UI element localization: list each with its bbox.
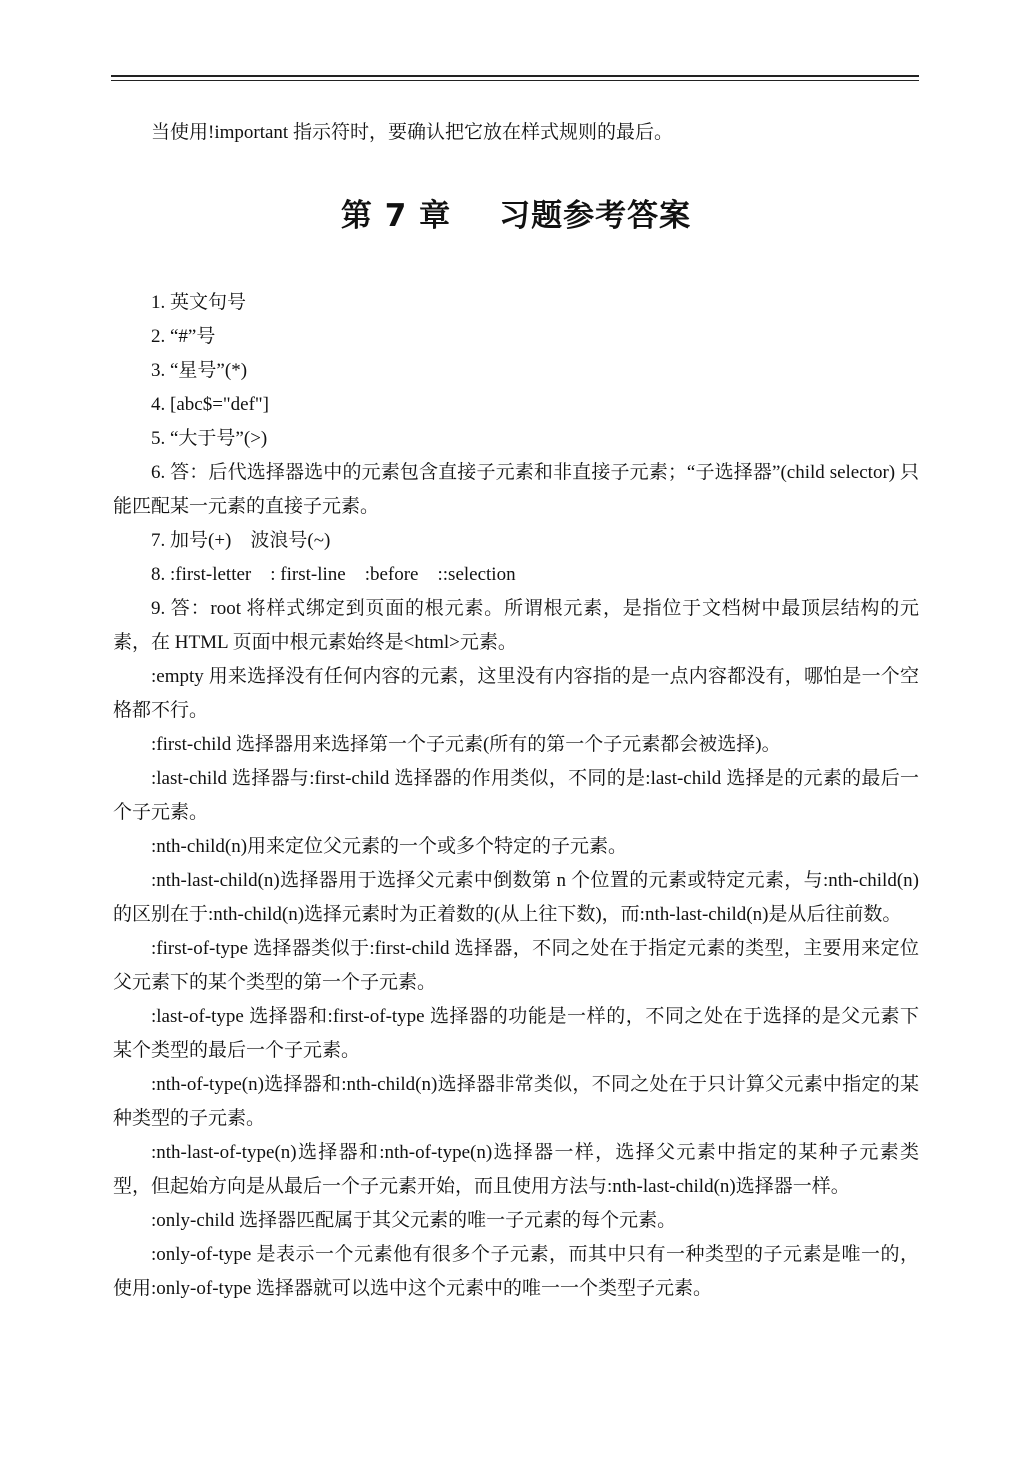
chapter-heading bbox=[113, 196, 919, 236]
note-paragraph: :only-child 选择器匹配属于其父元素的唯一子元素的每个元素。 bbox=[151, 1210, 677, 1231]
note-paragraph: :first-of-type 选择器类似于:first-child 选择器，不同之处在于指定元素的类型，主要用来定位父元素下的某个类型的第一个子元素。 bbox=[113, 938, 919, 993]
note-paragraph: :nth-of-type(n)选择器和:nth-child(n)选择器非常类似，不同之处在于只计算父元素中指定的某种类型的子元素。 bbox=[113, 1074, 919, 1129]
note-paragraph: :only-of-type 是表示一个元素他有很多个子元素，而其中只有一种类型的子元素是唯一的，使用:only-of-type 选择器就可以选中这个元素中的唯一一个类型子元素。 bbox=[113, 1244, 919, 1299]
intro-paragraph: 当使用!important 指示符时，要确认把它放在样式规则的最后。 bbox=[151, 122, 673, 143]
note-paragraph: :nth-child(n)用来定位父元素的一个或多个特定的子元素。 bbox=[151, 836, 628, 857]
note-paragraph: :last-of-type 选择器和:first-of-type 选择器的功能是一样的，不同之处在于选择的是父元素下某个类型的最后一个子元素。 bbox=[113, 1006, 919, 1061]
answer-item: 9. 答：root 将样式绑定到页面的根元素。所谓根元素，是指位于文档树中最顶层结构的元素，在 HTML 页面中根元素始终是<html>元素。 bbox=[113, 598, 919, 653]
answer-item: 7. 加号(+) 波浪号(~) bbox=[151, 530, 331, 551]
answer-item: 5. “大于号”(>) bbox=[151, 428, 268, 449]
note-paragraph: :nth-last-child(n)选择器用于选择父元素中倒数第 n 个位置的元素或特定元素，与:nth-child(n)的区别在于:nth-child(n)选择元素时为正着数的(从上往下数)，而:nth-last-child(n)是从后往前数。 bbox=[113, 870, 919, 925]
header-rule-thin bbox=[111, 80, 919, 81]
answer-item: 8. :first-letter : first-line :before ::selection bbox=[151, 564, 516, 585]
header-rule-thick bbox=[111, 75, 919, 77]
answer-item: 6. 答：后代选择器选中的元素包含直接子元素和非直接子元素；“子选择器”(child selector) 只能匹配某一元素的直接子元素。 bbox=[113, 462, 919, 517]
answer-item: 2. “#”号 bbox=[151, 326, 216, 347]
answer-item: 4. [abc$="def"] bbox=[151, 394, 270, 415]
note-paragraph: :first-child 选择器用来选择第一个子元素(所有的第一个子元素都会被选择)。 bbox=[151, 734, 781, 755]
chapter-title: 习题参考答案 bbox=[499, 198, 692, 234]
answer-item: 1. 英文句号 bbox=[151, 292, 247, 313]
note-paragraph: :nth-last-of-type(n)选择器和:nth-of-type(n)选择器一样，选择父元素中指定的某种子元素类型，但起始方向是从最后一个子元素开始，而且使用方法与:nth-last-child(n)选择器一样。 bbox=[113, 1142, 919, 1197]
page-content bbox=[113, 116, 919, 1306]
answer-item: 3. “星号”(*) bbox=[151, 360, 248, 381]
note-paragraph: :empty 用来选择没有任何内容的元素，这里没有内容指的是一点内容都没有，哪怕是一个空格都不行。 bbox=[113, 666, 919, 721]
chapter-number: 第 7 章 bbox=[340, 198, 452, 234]
note-paragraph: :last-child 选择器与:first-child 选择器的作用类似，不同的是:last-child 选择是的元素的最后一个子元素。 bbox=[113, 768, 919, 823]
